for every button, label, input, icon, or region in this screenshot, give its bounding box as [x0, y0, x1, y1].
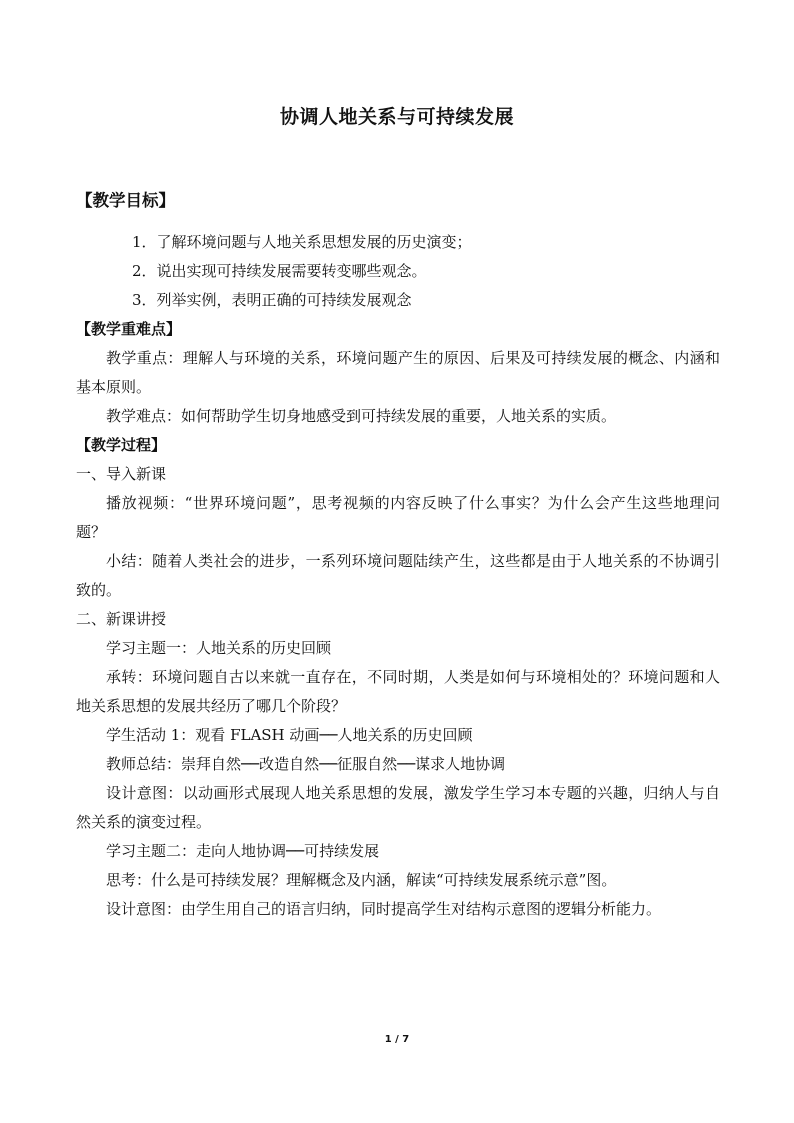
teaching-focus: 教学重点：理解人与环境的关系，环境问题产生的原因、后果及可持续发展的概念、内涵和基本原则。 — [76, 349, 720, 396]
part2-heading: 二、新课讲授 — [76, 610, 167, 628]
lesson-paragraph: 承转：环境问题自古以来就一直存在，不同时期，人类是如何与环境相处的？环境问题和人地关系思想的发展共经历了哪几个阶段？ — [76, 668, 720, 715]
lesson-paragraph: 学习主题二：走向人地协调──可持续发展 — [106, 842, 380, 860]
document-body — [76, 186, 720, 924]
summary-paragraph: 小结：随着人类社会的进步，一系列环境问题陆续产生，这些都是由于人地关系的不协调引致的。 — [76, 552, 720, 599]
objective-item: 1．了解环境问题与人地关系思想发展的历史演变； — [132, 233, 472, 251]
lesson-paragraph: 教师总结：崇拜自然──改造自然──征服自然──谋求人地协调 — [106, 755, 506, 773]
objective-item: 3．列举实例，表明正确的可持续发展观念 — [132, 291, 412, 309]
lesson-paragraph: 学生活动 1：观看 FLASH 动画──人地关系的历史回顾 — [106, 726, 473, 744]
objectives-heading: 【教学目标】 — [76, 191, 175, 210]
part1-heading: 一、导入新课 — [76, 465, 167, 483]
objective-item: 2．说出实现可持续发展需要转变哪些观念。 — [132, 262, 427, 280]
key-points-heading: 【教学重难点】 — [76, 320, 182, 338]
lesson-paragraph: 设计意图：由学生用自己的语言归纳，同时提高学生对结构示意图的逻辑分析能力。 — [106, 900, 662, 918]
video-paragraph: 播放视频：“世界环境问题”，思考视频的内容反映了什么事实？为什么会产生这些地理问题？ — [76, 494, 720, 541]
page-title: 协调人地关系与可持续发展 — [279, 106, 514, 128]
lesson-paragraph: 学习主题一：人地关系的历史回顾 — [106, 639, 332, 657]
process-heading: 【教学过程】 — [76, 436, 167, 454]
teaching-difficulty: 教学难点：如何帮助学生切身地感受到可持续发展的重要，人地关系的实质。 — [106, 407, 617, 425]
objectives-list — [76, 228, 720, 315]
lesson-paragraph: 设计意图：以动画形式展现人地关系思想的发展，激发学生学习本专题的兴趣，归纳人与自然关系的演变过程。 — [76, 784, 720, 831]
lesson-paragraph: 思考：什么是可持续发展？理解概念及内涵，解读“可持续发展系统示意”图。 — [106, 871, 617, 889]
page-number: 1 / 7 — [384, 1034, 410, 1045]
